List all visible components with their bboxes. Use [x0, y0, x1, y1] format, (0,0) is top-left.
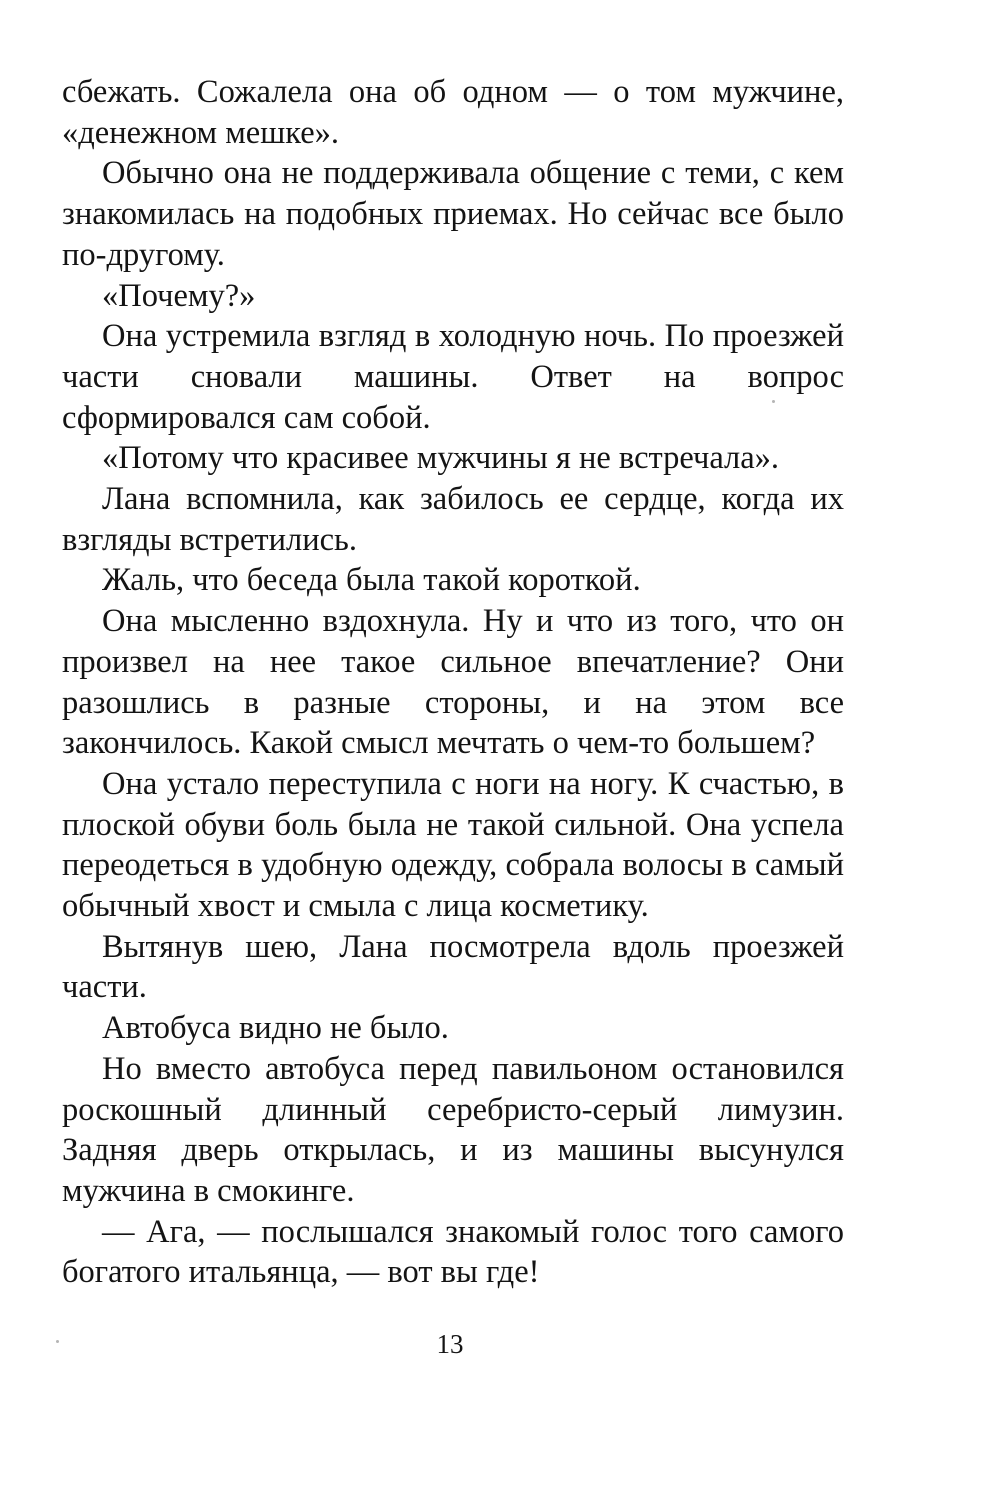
scan-speck [772, 400, 775, 403]
paragraph-4: Она устремила взгляд в холодную ночь. По проезжей части сновали машины. Ответ на вопрос сформировался сам собой. [62, 318, 844, 436]
paragraph-10: Вытянув шею, Лана посмотрела вдоль проезжей части. [62, 928, 844, 1006]
page-number: 13 [436, 1329, 464, 1359]
body-text [62, 72, 844, 1293]
paragraph-13: — Ага, — послышался знакомый голос того самого богатого итальянца, — вот вы где! [62, 1213, 844, 1291]
paragraph-7: Жаль, что беседа была такой короткой. [102, 562, 641, 599]
paragraph-11: Автобуса видно не было. [102, 1010, 449, 1047]
paragraph-6: Лана вспомнила, как забилось ее сердце, когда их взгляды встретились. [62, 481, 844, 558]
paragraph-3: «Почему?» [102, 277, 256, 314]
paragraph-8: Она мысленно вздохнула. Ну и что из того, что он произвел на нее такое сильное впечатление? Они разошлись в разные стороны, и на этом все закончилось. Какой смысл мечтать о чем-то большем? [62, 603, 844, 762]
paragraph-12: Но вместо автобуса перед павильоном остановился роскошный длинный серебристо-серый лимузин. Задняя дверь открылась, и из машины высунулся мужчина в смокинге. [62, 1050, 844, 1209]
paragraph-1: сбежать. Сожалела она об одном — о том мужчине, «денежном мешке». [62, 74, 844, 151]
paragraph-9: Она устало переступила с ноги на ногу. К счастью, в плоской обуви боль была не такой сильной. Она успела переодеться в удобную одежду, собрала волосы в самый обычный хвост и смыла с лица косметику. [62, 765, 844, 925]
paragraph-2: Обычно она не поддерживала общение с теми, с кем знакомилась на подобных приемах. Но сейчас все было по-другому. [62, 155, 844, 273]
scan-speck [56, 1340, 59, 1343]
paragraph-5: «Потому что красивее мужчины я не встречала». [102, 440, 780, 477]
